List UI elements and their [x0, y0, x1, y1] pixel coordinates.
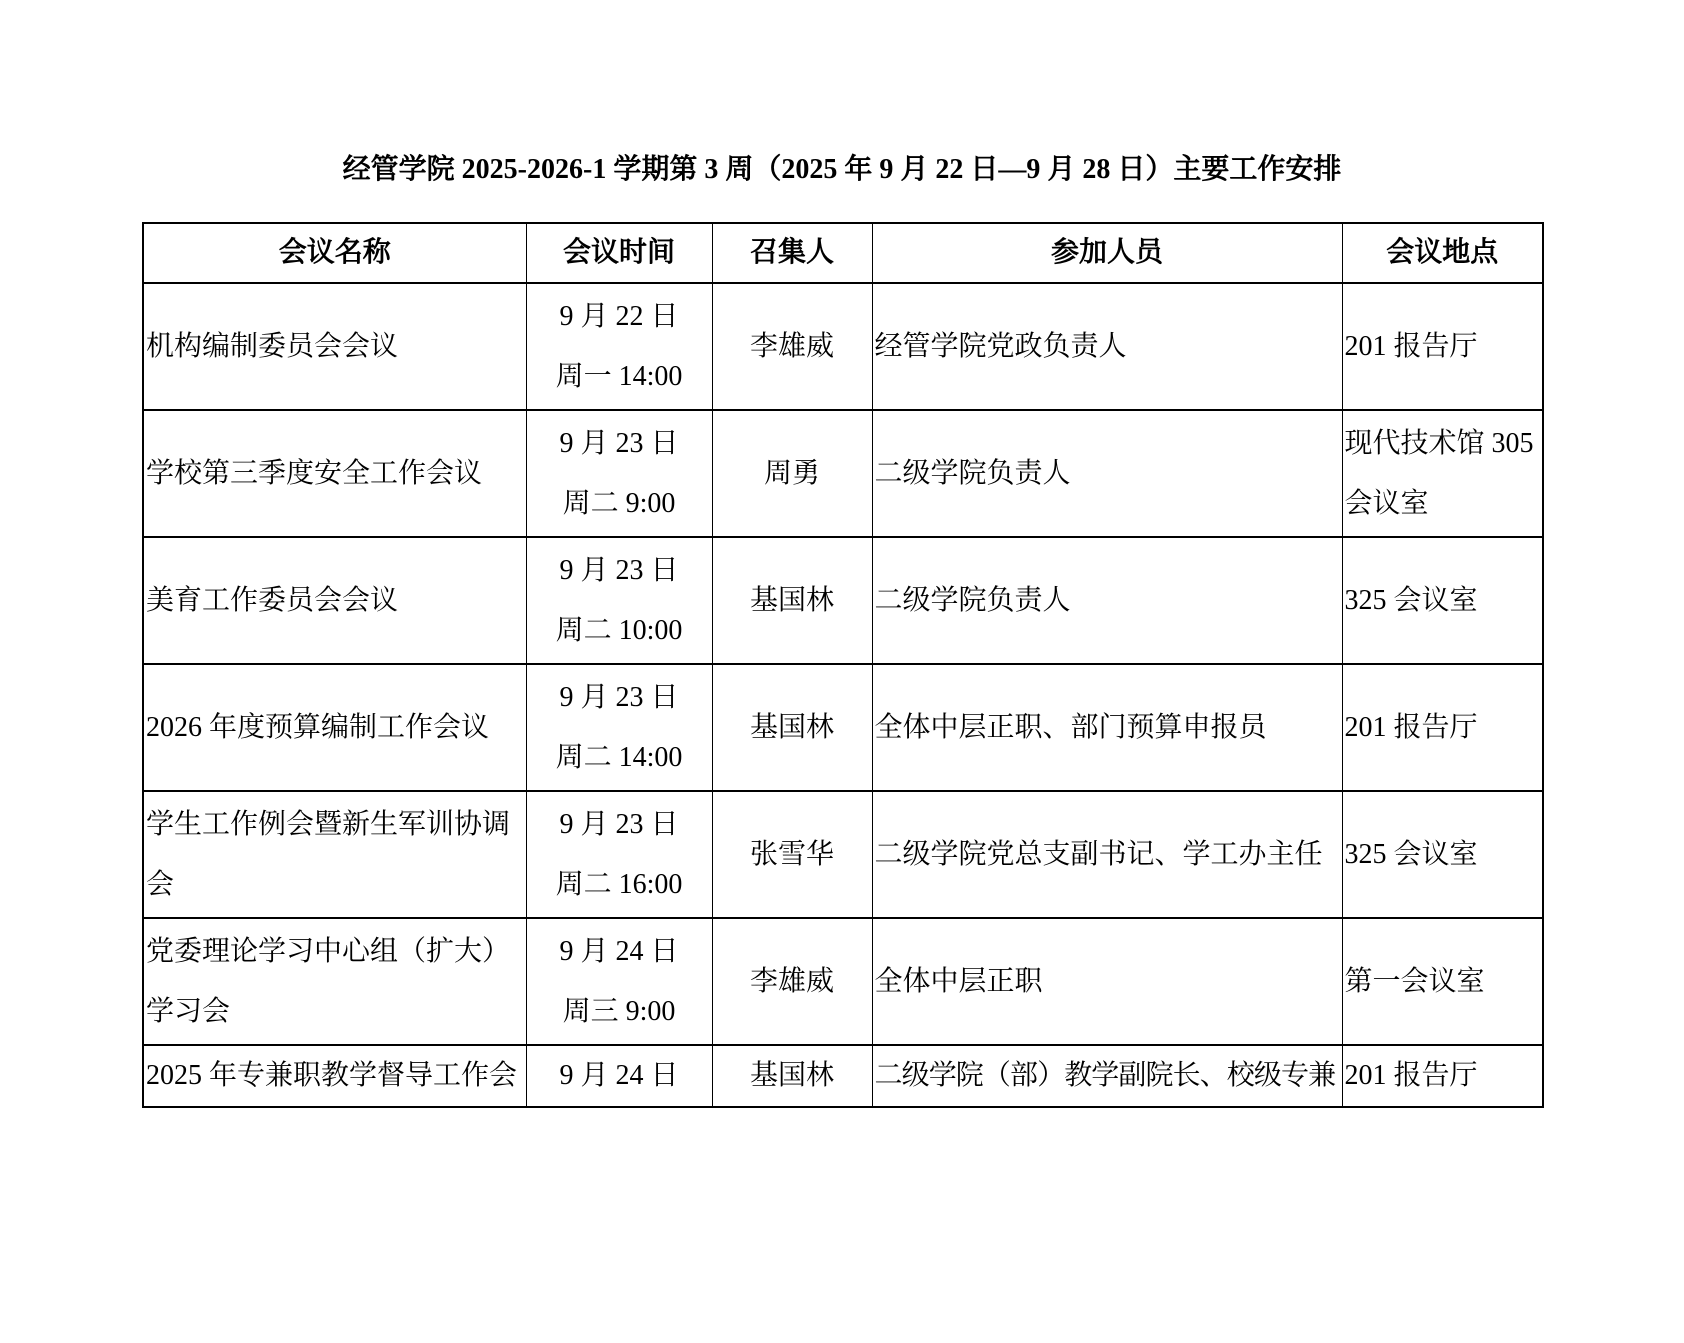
meeting-time-cell — [526, 1045, 712, 1107]
convener-cell: 李雄威 — [712, 918, 872, 1045]
participants-cell: 经管学院党政负责人 — [872, 283, 1342, 410]
meeting-time-cell — [526, 791, 712, 918]
convener-cell: 基国林 — [712, 664, 872, 791]
schedule-table — [142, 222, 1544, 1108]
meeting-hour-line: 周二 14:00 — [555, 741, 683, 773]
location-cell: 201 报告厅 — [1342, 1045, 1543, 1107]
meeting-name-cell: 学生工作例会暨新生军训协调会 — [143, 791, 526, 918]
meeting-name-cell: 机构编制委员会会议 — [143, 283, 526, 410]
meeting-name-cell: 美育工作委员会会议 — [143, 537, 526, 664]
location-cell: 325 会议室 — [1342, 791, 1543, 918]
meeting-name-cell: 2026 年度预算编制工作会议 — [143, 664, 526, 791]
table-header — [143, 223, 1543, 283]
meeting-time-cell — [526, 918, 712, 1045]
participants-cell: 全体中层正职 — [872, 918, 1342, 1045]
column-header-meeting-name: 会议名称 — [143, 223, 526, 283]
meeting-hour-line: 周二 16:00 — [555, 868, 683, 900]
table-row — [143, 664, 1543, 791]
meeting-hour-line: 周二 9:00 — [562, 487, 676, 519]
location-cell: 325 会议室 — [1342, 537, 1543, 664]
document-page — [0, 152, 1684, 1343]
meeting-name-cell: 学校第三季度安全工作会议 — [143, 410, 526, 537]
schedule-table-body — [143, 283, 1543, 1107]
meeting-date-line: 9 月 23 日 — [559, 808, 679, 840]
convener-cell: 基国林 — [712, 537, 872, 664]
meeting-hour-line: 周二 10:00 — [555, 614, 683, 646]
table-row — [143, 791, 1543, 918]
meeting-date-line: 9 月 22 日 — [559, 300, 679, 332]
meeting-date-line: 9 月 23 日 — [559, 554, 679, 586]
participants-cell: 二级学院党总支副书记、学工办主任 — [872, 791, 1342, 918]
convener-cell: 李雄威 — [712, 283, 872, 410]
page-title: 经管学院 2025-2026-1 学期第 3 周（2025 年 9 月 22 日—9 月 28 日）主要工作安排 — [342, 154, 1342, 185]
meeting-time-cell — [526, 283, 712, 410]
location-cell: 201 报告厅 — [1342, 283, 1543, 410]
meeting-date-line: 9 月 24 日 — [559, 935, 679, 967]
meeting-time-cell — [526, 537, 712, 664]
participants-cell: 全体中层正职、部门预算申报员 — [872, 664, 1342, 791]
column-header-meeting-time: 会议时间 — [526, 223, 712, 283]
location-cell: 第一会议室 — [1342, 918, 1543, 1045]
table-row — [143, 537, 1543, 664]
location-cell: 201 报告厅 — [1342, 664, 1543, 791]
meeting-time-cell — [526, 410, 712, 537]
participants-cell: 二级学院负责人 — [872, 537, 1342, 664]
participants-cell: 二级学院（部）教学副院长、校级专兼 — [872, 1045, 1342, 1107]
meeting-hour-line: 周三 9:00 — [562, 995, 676, 1027]
meeting-time-cell — [526, 664, 712, 791]
table-row — [143, 410, 1543, 537]
header-row — [143, 223, 1543, 283]
column-header-location: 会议地点 — [1342, 223, 1543, 283]
table-row — [143, 918, 1543, 1045]
meeting-date-line: 9 月 23 日 — [559, 681, 679, 713]
meeting-date-line: 9 月 23 日 — [559, 427, 679, 459]
meeting-name-cell: 2025 年专兼职教学督导工作会 — [143, 1045, 526, 1107]
meeting-hour-line: 周一 14:00 — [555, 360, 683, 392]
meeting-name-cell: 党委理论学习中心组（扩大）学习会 — [143, 918, 526, 1045]
table-row — [143, 1045, 1543, 1107]
column-header-convener: 召集人 — [712, 223, 872, 283]
convener-cell: 周勇 — [712, 410, 872, 537]
meeting-date-line: 9 月 24 日 — [559, 1060, 679, 1091]
convener-cell: 基国林 — [712, 1045, 872, 1107]
convener-cell: 张雪华 — [712, 791, 872, 918]
table-row — [143, 283, 1543, 410]
location-cell: 现代技术馆 305 会议室 — [1342, 410, 1543, 537]
column-header-participants: 参加人员 — [872, 223, 1342, 283]
participants-cell: 二级学院负责人 — [872, 410, 1342, 537]
